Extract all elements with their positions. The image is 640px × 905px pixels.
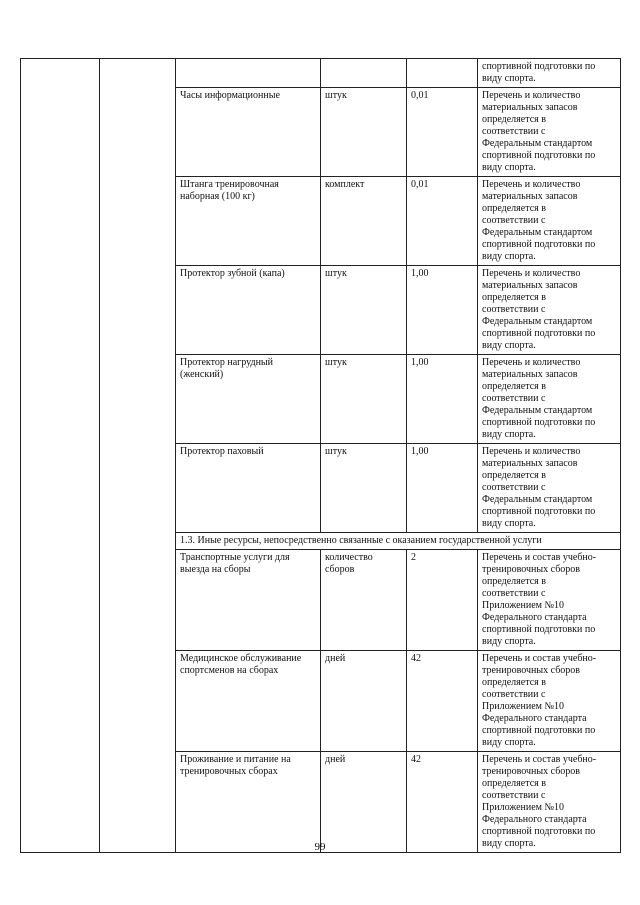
note-cell: Перечень и количество материальных запасов определяется в соответствии с Федеральным стандартом спортивной подготовки по виду спорта. (478, 355, 621, 444)
item-name-cell: Протектор паховый (176, 444, 321, 533)
item-name-cell: Транспортные услуги для выезда на сборы (176, 550, 321, 651)
quantity-cell: 1,00 (407, 266, 478, 355)
unit-cell: штук (321, 355, 407, 444)
unit-cell: дней (321, 752, 407, 853)
left-column-b (100, 59, 176, 853)
unit-cell: штук (321, 444, 407, 533)
note-cell: Перечень и состав учебно- тренировочных сборов определяется в соответствии с Приложением №10 Федерального стандарта спортивной подготовки по виду спорта. (478, 752, 621, 853)
item-name-cell: Часы информационные (176, 88, 321, 177)
table-row (21, 59, 621, 88)
section-header: 1.3. Иные ресурсы, непосредственно связанные с оказанием государственной услуги (176, 533, 621, 550)
quantity-cell: 2 (407, 550, 478, 651)
unit-cell (321, 59, 407, 88)
unit-cell: дней (321, 651, 407, 752)
item-name-cell: Проживание и питание на тренировочных сборах (176, 752, 321, 853)
note-cell: спортивной подготовки по виду спорта. (478, 59, 621, 88)
note-cell: Перечень и количество материальных запасов определяется в соответствии с Федеральным стандартом спортивной подготовки по виду спорта. (478, 444, 621, 533)
note-cell: Перечень и количество материальных запасов определяется в соответствии с Федеральным стандартом спортивной подготовки по виду спорта. (478, 177, 621, 266)
note-cell: Перечень и состав учебно- тренировочных сборов определяется в соответствии с Приложением №10 Федерального стандарта спортивной подготовки по виду спорта. (478, 651, 621, 752)
quantity-cell: 0,01 (407, 177, 478, 266)
unit-cell: комплект (321, 177, 407, 266)
item-name-cell: Штанга тренировочная наборная (100 кг) (176, 177, 321, 266)
page-number: 99 (314, 841, 326, 853)
unit-cell: штук (321, 266, 407, 355)
item-name-cell: Медицинское обслуживание спортсменов на сборах (176, 651, 321, 752)
quantity-cell: 42 (407, 752, 478, 853)
item-name-cell: Протектор зубной (капа) (176, 266, 321, 355)
note-cell: Перечень и состав учебно- тренировочных сборов определяется в соответствии с Приложением №10 Федерального стандарта спортивной подготовки по виду спорта. (478, 550, 621, 651)
note-cell: Перечень и количество материальных запасов определяется в соответствии с Федеральным стандартом спортивной подготовки по виду спорта. (478, 266, 621, 355)
left-column-a (21, 59, 100, 853)
item-name-cell: Протектор нагрудный (женский) (176, 355, 321, 444)
quantity-cell (407, 59, 478, 88)
resource-table (20, 58, 621, 853)
quantity-cell: 0,01 (407, 88, 478, 177)
note-cell: Перечень и количество материальных запасов определяется в соответствии с Федеральным стандартом спортивной подготовки по виду спорта. (478, 88, 621, 177)
quantity-cell: 1,00 (407, 444, 478, 533)
item-name-cell (176, 59, 321, 88)
quantity-cell: 42 (407, 651, 478, 752)
unit-cell: штук (321, 88, 407, 177)
quantity-cell: 1,00 (407, 355, 478, 444)
unit-cell: количество сборов (321, 550, 407, 651)
